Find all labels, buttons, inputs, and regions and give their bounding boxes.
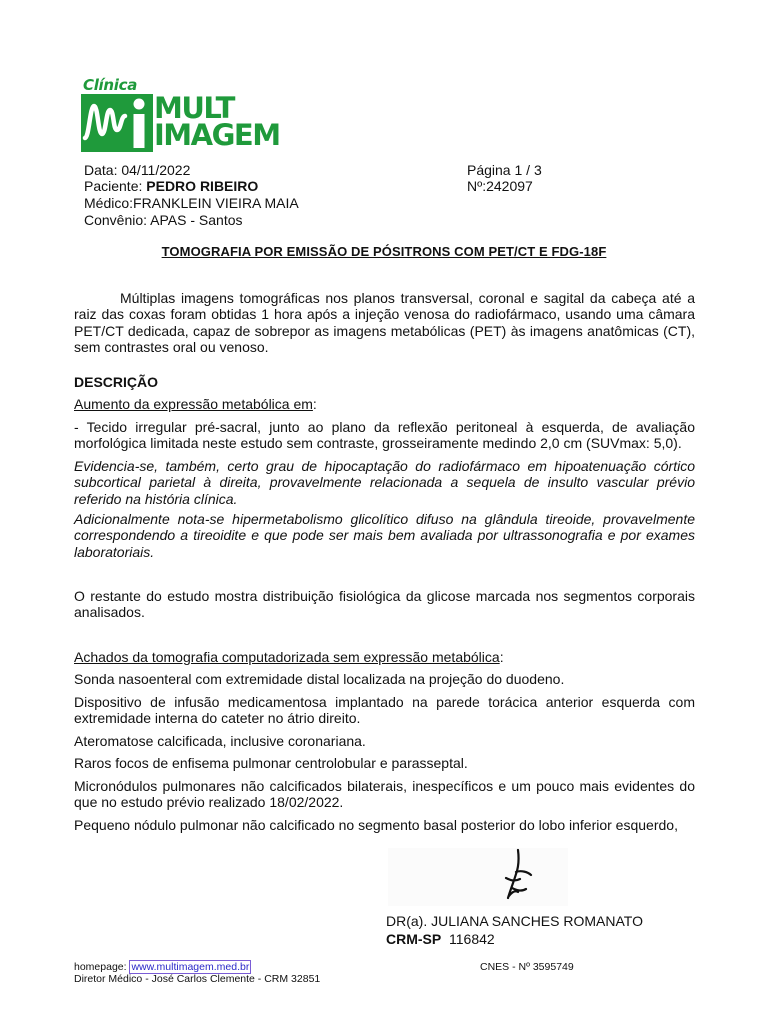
ct-finding-item: Ateromatose calcificada, inclusive coronariana. bbox=[74, 733, 366, 749]
ct-findings-heading-text: Achados da tomografia computadorizada sem expressão metabólica bbox=[74, 649, 500, 665]
homepage-label: homepage: bbox=[74, 961, 130, 973]
ct-finding-item: Micronódulos pulmonares não calcificados bilaterais, inespecíficos e um pouco mais evidentes do que no estudo prévio realizado 18/02/2022. bbox=[74, 778, 695, 811]
description-subheading bbox=[74, 396, 695, 412]
signature-scribble-icon bbox=[388, 848, 568, 906]
signing-doctor-name: DR(a). JULIANA SANCHES ROMANATO bbox=[386, 913, 643, 929]
patient-name: PEDRO RIBEIRO bbox=[146, 178, 259, 194]
clinic-logo bbox=[81, 76, 296, 156]
homepage-link[interactable]: www.multimagem.med.br bbox=[131, 961, 250, 973]
doctor-label: Médico:FRANKLEIN VIEIRA MAIA bbox=[84, 195, 299, 211]
ct-finding-item: Pequeno nódulo pulmonar não calcificado no segmento basal posterior do lobo inferior esquerdo, bbox=[74, 817, 678, 833]
handwritten-signature bbox=[388, 848, 568, 906]
report-title: TOMOGRAFIA POR EMISSÃO DE PÓSITRONS COM PET/CT E FDG-18F bbox=[161, 244, 607, 259]
logo-brand-line1: MULT bbox=[154, 91, 234, 125]
logo-clinica-text: Clínica bbox=[83, 76, 138, 94]
description-subheading-colon: : bbox=[312, 396, 317, 412]
page-label: Página 1 / 3 bbox=[467, 162, 542, 178]
ct-findings-heading-colon: : bbox=[499, 649, 504, 665]
crm-number: 116842 bbox=[449, 931, 495, 947]
cnes-number: CNES - Nº 3595749 bbox=[480, 961, 574, 973]
description-item-1: - Tecido irregular pré-sacral, junto ao plano da reflexão peritoneal à esquerda, de avaliação morfológica limitada neste estudo sem contraste, grosseiramente medindo 2,0 cm (SUVmax: 5,0). bbox=[74, 419, 695, 452]
logo-wave-icon bbox=[81, 94, 153, 152]
homepage-line bbox=[74, 961, 251, 973]
ct-finding-item: Raros focos de enfisema pulmonar centrolobular e parasseptal. bbox=[74, 755, 468, 771]
description-subheading-text: Aumento da expressão metabólica em bbox=[74, 396, 313, 412]
patient-label: Paciente: bbox=[84, 178, 147, 194]
insurance-label: Convênio: APAS - Santos bbox=[84, 212, 243, 228]
logo-brand-line2: IMAGEM bbox=[154, 118, 280, 152]
description-heading: DESCRIÇÃO bbox=[74, 374, 159, 390]
crm-line bbox=[386, 931, 495, 947]
description-italic-2: Adicionalmente nota-se hipermetabolismo glicolítico difuso na glândula tireoide, provavelmente correspondendo a tireoidite e que pode ser mais bem avaliada por ultrassonografia e por exames laboratoriais. bbox=[74, 511, 695, 560]
ct-finding-item: Sonda nasoenteral com extremidade distal localizada na projeção do duodeno. bbox=[74, 671, 565, 687]
ct-finding-item: Dispositivo de infusão medicamentosa implantado na parede torácica anterior esquerda com extremidade interna do cateter no átrio direito. bbox=[74, 694, 695, 727]
record-number: Nº:242097 bbox=[467, 178, 533, 194]
medical-director: Diretor Médico - José Carlos Clemente - CRM 32851 bbox=[74, 973, 321, 985]
description-rest: O restante do estudo mostra distribuição fisiológica da glicose marcada nos segmentos corporais analisados. bbox=[74, 588, 695, 621]
date-label: Data: 04/11/2022 bbox=[84, 162, 191, 178]
intro-paragraph: Múltiplas imagens tomográficas nos planos transversal, coronal e sagital da cabeça até a raiz das coxas foram obtidas 1 hora após a injeção venosa do radiofármaco, usando uma câmara PET/CT dedicada, capaz de sobrepor as imagens metabólicas (PET) às imagens anatômicas (CT), sem contrastes oral ou venoso. bbox=[74, 290, 695, 355]
description-italic-1: Evidencia-se, também, certo grau de hipocaptação do radiofármaco em hipoatenuação córtico subcortical parietal à direita, provavelmente relacionada a sequela de insulto vascular prévio referido na história clínica. bbox=[74, 458, 695, 507]
crm-label: CRM-SP bbox=[386, 931, 442, 947]
ct-findings-heading bbox=[74, 649, 695, 665]
patient-line bbox=[84, 178, 258, 195]
